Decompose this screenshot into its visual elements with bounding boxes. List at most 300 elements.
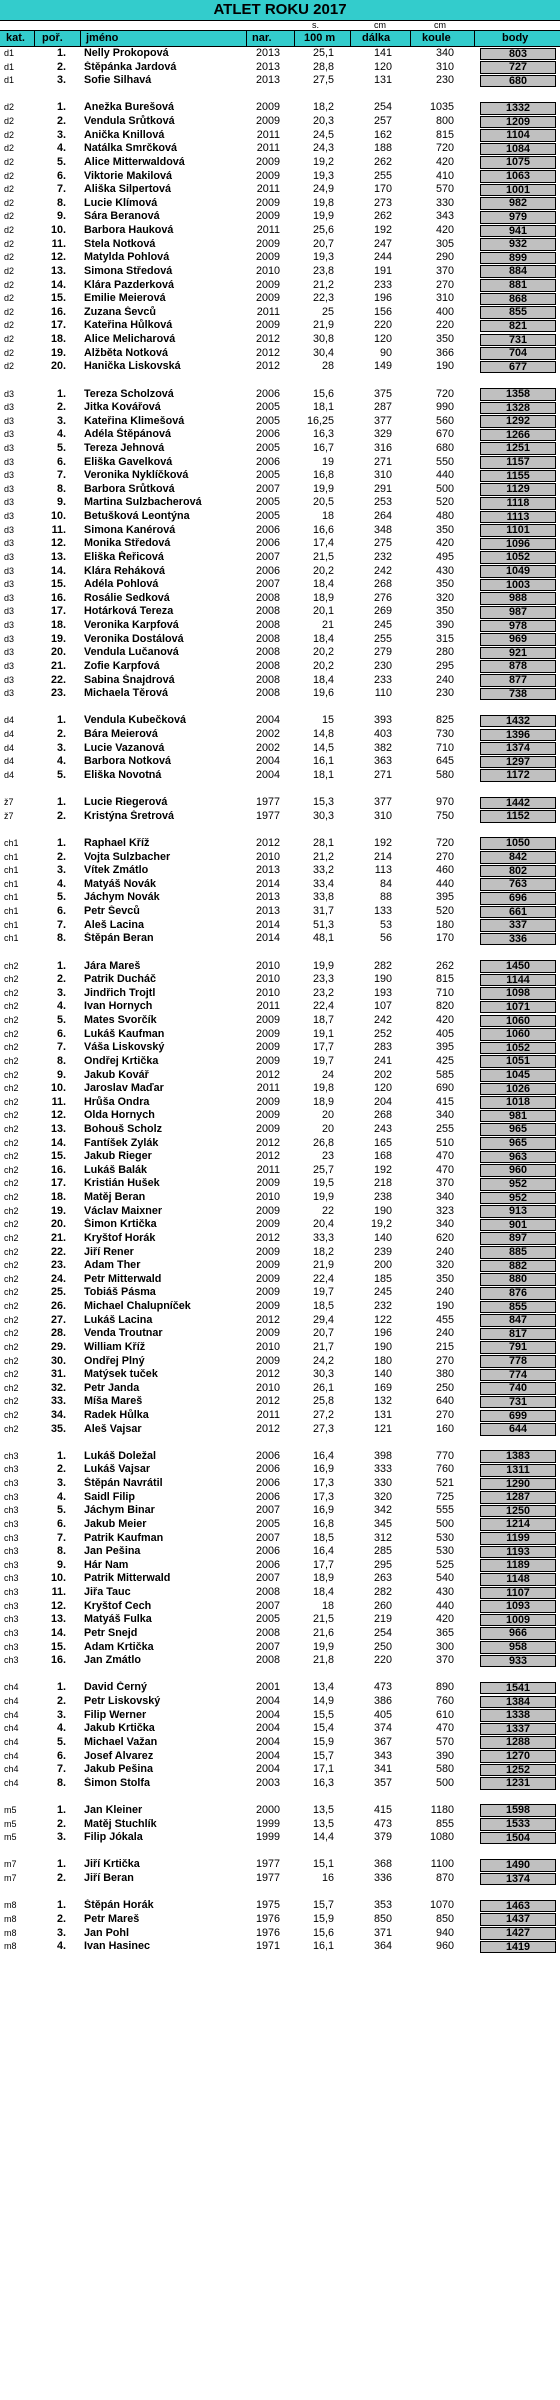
sprint-time: 19,9 bbox=[312, 1191, 334, 1204]
category-cell: d4 bbox=[4, 729, 15, 739]
category-cell: d3 bbox=[4, 633, 15, 644]
sprint-time: 15,9 bbox=[312, 1912, 334, 1925]
points-badge: 932 bbox=[480, 238, 556, 251]
rank-cell: 27. bbox=[50, 1313, 66, 1326]
rank-cell: 10. bbox=[50, 1572, 66, 1585]
sprint-time: 22,3 bbox=[312, 292, 334, 305]
rank-cell: 12. bbox=[50, 1599, 66, 1612]
table-row bbox=[0, 1368, 560, 1382]
sprint-time: 33,4 bbox=[312, 877, 334, 890]
birth-year: 2005 bbox=[255, 414, 280, 427]
category-cell: ch2 bbox=[4, 1301, 19, 1312]
shot-put: 343 bbox=[435, 210, 454, 223]
birth-year: 2005 bbox=[255, 510, 280, 523]
category-cell: m7 bbox=[4, 1873, 17, 1884]
birth-year: 2009 bbox=[255, 210, 280, 223]
rank-cell: 1. bbox=[56, 959, 66, 972]
header-poradi: poř. bbox=[42, 32, 63, 44]
points-badge: 979 bbox=[480, 211, 556, 224]
birth-year: 2006 bbox=[255, 1490, 280, 1503]
long-jump: 254 bbox=[373, 101, 392, 114]
rank-cell: 1. bbox=[56, 1449, 66, 1462]
athlete-name: Vendula Srůtková bbox=[84, 115, 175, 128]
category-cell: d4 bbox=[4, 715, 15, 726]
sprint-time: 16,8 bbox=[312, 469, 334, 482]
sprint-time: 19,3 bbox=[312, 169, 334, 182]
sprint-time: 19,8 bbox=[312, 196, 334, 209]
rank-cell: 4. bbox=[56, 755, 66, 768]
shot-put: 480 bbox=[435, 510, 454, 523]
table-row bbox=[0, 524, 560, 538]
athlete-name: Jiřa Tauc bbox=[84, 1586, 131, 1599]
rank-cell: 5. bbox=[56, 155, 66, 168]
category-cell: ch2 bbox=[4, 1069, 19, 1080]
shot-put: 645 bbox=[435, 755, 454, 768]
athlete-name: Veronika Dostálová bbox=[84, 632, 184, 645]
sprint-time: 22 bbox=[321, 1204, 334, 1217]
sprint-time: 19,8 bbox=[312, 1082, 334, 1095]
birth-year: 2004 bbox=[255, 1749, 280, 1762]
rank-cell: 18. bbox=[50, 619, 66, 632]
long-jump: 202 bbox=[373, 1068, 392, 1081]
rank-cell: 34. bbox=[50, 1409, 66, 1421]
long-jump: 473 bbox=[373, 1817, 392, 1830]
athlete-name: Michaela Těrová bbox=[84, 687, 169, 700]
shot-put: 540 bbox=[435, 1572, 454, 1585]
birth-year: 2006 bbox=[255, 1463, 280, 1476]
sprint-time: 19,9 bbox=[312, 210, 334, 223]
athlete-name: Alice Mitterwaldová bbox=[84, 155, 185, 168]
category-cell: ch2 bbox=[4, 1151, 19, 1162]
athlete-name: Josef Alvarez bbox=[84, 1749, 154, 1762]
table-row bbox=[0, 1477, 560, 1491]
shot-put: 170 bbox=[435, 932, 454, 945]
sprint-time: 18 bbox=[321, 1599, 334, 1612]
rank-cell: 8. bbox=[56, 196, 66, 209]
long-jump: 53 bbox=[379, 918, 392, 931]
long-jump: 382 bbox=[373, 741, 392, 754]
sprint-time: 18,4 bbox=[312, 632, 334, 645]
long-jump: 238 bbox=[373, 1191, 392, 1204]
long-jump: 291 bbox=[373, 482, 392, 495]
points-badge: 1541 bbox=[480, 1682, 556, 1695]
category-cell: d2 bbox=[4, 361, 15, 372]
rank-cell: 4. bbox=[56, 1490, 66, 1503]
table-row bbox=[0, 1382, 560, 1396]
athlete-name: Zuzana Ševců bbox=[84, 305, 157, 318]
birth-year: 2009 bbox=[255, 1259, 280, 1272]
table-row bbox=[0, 660, 560, 674]
sprint-time: 20,3 bbox=[312, 115, 334, 128]
sprint-time: 48,1 bbox=[312, 932, 334, 945]
long-jump: 279 bbox=[373, 646, 392, 659]
points-badge: 677 bbox=[480, 361, 556, 374]
category-cell: d3 bbox=[4, 456, 15, 467]
birth-year: 2002 bbox=[255, 728, 280, 740]
points-badge: 1337 bbox=[480, 1723, 556, 1736]
birth-year: 2009 bbox=[255, 278, 280, 291]
long-jump: 343 bbox=[373, 1749, 392, 1762]
rank-cell: 16. bbox=[50, 1163, 66, 1176]
shot-put: 230 bbox=[435, 687, 454, 700]
table-row bbox=[0, 1191, 560, 1205]
rank-cell: 2. bbox=[56, 401, 66, 414]
athlete-name: Jiří Krtička bbox=[84, 1858, 140, 1871]
sprint-time: 15,3 bbox=[312, 796, 334, 809]
birth-year: 2013 bbox=[255, 891, 280, 904]
points-badge: 704 bbox=[480, 347, 556, 360]
points-badge: 1063 bbox=[480, 170, 556, 183]
rank-cell: 12. bbox=[50, 537, 66, 550]
rank-cell: 2. bbox=[56, 1912, 66, 1925]
athlete-name: Jakub Meier bbox=[84, 1517, 147, 1530]
birth-year: 2007 bbox=[255, 1572, 280, 1585]
athlete-name: Simona Kanérová bbox=[84, 523, 176, 536]
points-badge: 1598 bbox=[480, 1804, 556, 1817]
athlete-name: Sofie Silhavá bbox=[84, 74, 152, 87]
sprint-time: 19,7 bbox=[312, 1286, 334, 1299]
category-cell: ch3 bbox=[4, 1478, 19, 1489]
birth-year: 2012 bbox=[255, 346, 280, 359]
rank-cell: 7. bbox=[56, 1531, 66, 1544]
shot-put: 720 bbox=[435, 836, 454, 849]
category-cell: ch2 bbox=[4, 1205, 19, 1216]
table-row bbox=[0, 1355, 560, 1369]
points-badge: 1252 bbox=[480, 1764, 556, 1777]
birth-year: 1975 bbox=[255, 1899, 280, 1912]
header-narozeni: nar. bbox=[252, 32, 272, 44]
table-row bbox=[0, 360, 560, 374]
category-cell: ch1 bbox=[4, 906, 19, 917]
rank-cell: 17. bbox=[50, 319, 66, 332]
table-row bbox=[0, 796, 560, 810]
points-badge: 661 bbox=[480, 906, 556, 919]
athlete-name: Filip Jókala bbox=[84, 1831, 143, 1844]
shot-put: 815 bbox=[435, 973, 454, 986]
shot-put: 180 bbox=[435, 918, 454, 931]
sprint-time: 18,7 bbox=[312, 1014, 334, 1027]
rank-cell: 7. bbox=[56, 183, 66, 196]
long-jump: 244 bbox=[373, 251, 392, 264]
long-jump: 473 bbox=[373, 1681, 392, 1694]
sprint-time: 21,6 bbox=[312, 1626, 334, 1639]
shot-put: 800 bbox=[435, 115, 454, 128]
rank-cell: 8. bbox=[56, 1545, 66, 1558]
long-jump: 263 bbox=[373, 1572, 392, 1585]
shot-put: 295 bbox=[435, 659, 454, 672]
sprint-time: 23,2 bbox=[312, 986, 334, 999]
birth-year: 2011 bbox=[256, 183, 280, 196]
table-row bbox=[0, 674, 560, 688]
category-cell: d3 bbox=[4, 470, 15, 481]
long-jump: 377 bbox=[373, 796, 392, 809]
shot-put: 470 bbox=[435, 1163, 454, 1176]
table-row bbox=[0, 891, 560, 905]
rank-cell: 9. bbox=[56, 210, 66, 223]
long-jump: 255 bbox=[373, 632, 392, 645]
table-row bbox=[0, 197, 560, 211]
sprint-time: 20,1 bbox=[312, 605, 334, 618]
category-cell: ch2 bbox=[4, 1083, 19, 1094]
rank-cell: 3. bbox=[56, 414, 66, 427]
birth-year: 2013 bbox=[255, 905, 280, 918]
category-cell: d2 bbox=[4, 197, 15, 208]
table-row bbox=[0, 292, 560, 306]
long-jump: 253 bbox=[373, 496, 392, 509]
table-row bbox=[0, 1913, 560, 1927]
athlete-name: Ališka Silpertová bbox=[84, 183, 172, 196]
rank-cell: 9. bbox=[56, 1558, 66, 1571]
shot-put: 240 bbox=[435, 1245, 454, 1258]
shot-put: 1180 bbox=[430, 1803, 454, 1816]
athlete-name: Eliška Řeřicová bbox=[84, 550, 164, 563]
shot-put: 530 bbox=[435, 1545, 454, 1558]
long-jump: 283 bbox=[373, 1041, 392, 1054]
sprint-time: 28 bbox=[321, 360, 334, 373]
birth-year: 2009 bbox=[255, 1027, 280, 1040]
athlete-name: Eliška Gavelková bbox=[84, 455, 173, 468]
shot-put: 500 bbox=[435, 1517, 454, 1530]
rank-cell: 10. bbox=[50, 1082, 66, 1095]
shot-put: 520 bbox=[435, 905, 454, 918]
points-badge: 880 bbox=[480, 1273, 556, 1286]
category-cell: ch2 bbox=[4, 1396, 19, 1407]
table-row bbox=[0, 442, 560, 456]
birth-year: 2009 bbox=[255, 1327, 280, 1340]
birth-year: 2004 bbox=[255, 1763, 280, 1776]
points-badge: 1104 bbox=[480, 129, 556, 142]
category-cell: ch2 bbox=[4, 1287, 19, 1298]
rank-cell: 4. bbox=[56, 1000, 66, 1013]
sprint-time: 33,2 bbox=[312, 864, 334, 877]
rank-cell: 2. bbox=[56, 728, 66, 740]
athlete-name: Saidl Filip bbox=[84, 1490, 135, 1503]
rank-cell: 15. bbox=[50, 292, 66, 305]
birth-year: 2010 bbox=[255, 1191, 280, 1204]
category-cell: d3 bbox=[4, 402, 15, 413]
points-badge: 1051 bbox=[480, 1055, 556, 1068]
sprint-time: 29,4 bbox=[312, 1313, 334, 1326]
long-jump: 190 bbox=[373, 1340, 392, 1353]
sprint-time: 15,4 bbox=[312, 1722, 334, 1735]
table-row bbox=[0, 1109, 560, 1123]
athlete-name: Klára Reháková bbox=[84, 564, 166, 577]
rank-cell: 15. bbox=[50, 578, 66, 591]
long-jump: 196 bbox=[373, 292, 392, 305]
sprint-time: 51,3 bbox=[312, 918, 334, 931]
category-cell: ch2 bbox=[4, 987, 19, 998]
category-cell: d2 bbox=[4, 102, 15, 113]
table-row bbox=[0, 1804, 560, 1818]
shot-put: 425 bbox=[435, 1054, 454, 1067]
athlete-name: Bára Meierová bbox=[84, 728, 158, 740]
long-jump: 122 bbox=[373, 1313, 392, 1326]
table-row bbox=[0, 61, 560, 75]
points-badge: 1427 bbox=[480, 1927, 556, 1940]
category-cell: d3 bbox=[4, 415, 15, 426]
sprint-time: 16,8 bbox=[312, 1517, 334, 1530]
birth-year: 2002 bbox=[255, 741, 280, 754]
rank-cell: 6. bbox=[56, 905, 66, 918]
long-jump: 188 bbox=[373, 142, 392, 155]
birth-year: 2011 bbox=[256, 1163, 280, 1176]
category-cell: d2 bbox=[4, 156, 15, 167]
sprint-time: 23 bbox=[321, 1150, 334, 1163]
long-jump: 345 bbox=[373, 1517, 392, 1530]
long-jump: 141 bbox=[373, 47, 392, 59]
points-badge: 1437 bbox=[480, 1913, 556, 1926]
shot-put: 440 bbox=[435, 1599, 454, 1612]
category-cell: d3 bbox=[4, 524, 15, 535]
athlete-name: Klára Pazderková bbox=[84, 278, 175, 291]
sprint-time: 18,4 bbox=[312, 578, 334, 591]
table-row bbox=[0, 878, 560, 892]
long-jump: 271 bbox=[373, 455, 392, 468]
table-row bbox=[0, 1518, 560, 1532]
category-cell: d2 bbox=[4, 129, 15, 140]
birth-year: 2009 bbox=[255, 237, 280, 250]
category-cell: m5 bbox=[4, 1818, 17, 1829]
shot-put: 420 bbox=[435, 1613, 454, 1626]
category-cell: ch1 bbox=[4, 919, 19, 930]
long-jump: 363 bbox=[373, 755, 392, 768]
rank-cell: 3. bbox=[56, 864, 66, 877]
long-jump: 84 bbox=[379, 877, 392, 890]
athlete-name: Jan Pohl bbox=[84, 1926, 129, 1939]
category-cell: m8 bbox=[4, 1941, 17, 1952]
rank-cell: 5. bbox=[56, 1504, 66, 1517]
sprint-time: 14,8 bbox=[312, 728, 334, 740]
sprint-time: 24,2 bbox=[312, 1354, 334, 1367]
rank-cell: 4. bbox=[56, 428, 66, 441]
rank-cell: 8. bbox=[56, 1776, 66, 1789]
athlete-name: Venda Troutnar bbox=[84, 1327, 163, 1340]
birth-year: 2006 bbox=[255, 428, 280, 441]
points-badge: 1332 bbox=[480, 102, 556, 115]
unit-cm-dalka: cm bbox=[374, 20, 386, 30]
rank-cell: 13. bbox=[50, 1613, 66, 1626]
table-row bbox=[0, 1681, 560, 1695]
sprint-time: 24,9 bbox=[312, 183, 334, 196]
rank-cell: 6. bbox=[56, 455, 66, 468]
category-cell: d4 bbox=[4, 769, 15, 780]
athlete-name: Hár Nam bbox=[84, 1558, 129, 1571]
rank-cell: 6. bbox=[56, 1027, 66, 1040]
shot-put: 390 bbox=[435, 619, 454, 632]
sprint-time: 18,4 bbox=[312, 673, 334, 686]
athlete-name: Patrik Kaufman bbox=[84, 1531, 164, 1544]
table-row bbox=[0, 1641, 560, 1655]
sprint-time: 16,9 bbox=[312, 1504, 334, 1517]
birth-year: 2013 bbox=[255, 864, 280, 877]
category-cell: d2 bbox=[4, 279, 15, 290]
birth-year: 2012 bbox=[255, 1231, 280, 1244]
sprint-time: 18,1 bbox=[312, 768, 334, 781]
shot-put: 560 bbox=[435, 414, 454, 427]
long-jump: 191 bbox=[373, 264, 392, 277]
table-row bbox=[0, 156, 560, 170]
long-jump: 245 bbox=[373, 1286, 392, 1299]
category-cell: ch1 bbox=[4, 892, 19, 903]
shot-put: 320 bbox=[435, 1259, 454, 1272]
long-jump: 336 bbox=[373, 1872, 392, 1885]
category-cell: d3 bbox=[4, 660, 15, 671]
rank-cell: 5. bbox=[56, 891, 66, 904]
birth-year: 2009 bbox=[255, 101, 280, 114]
long-jump: 386 bbox=[373, 1695, 392, 1708]
long-jump: 269 bbox=[373, 605, 392, 618]
long-jump: 19,2 bbox=[370, 1218, 392, 1231]
points-badge: 727 bbox=[480, 61, 556, 74]
table-row bbox=[0, 742, 560, 756]
shot-put: 620 bbox=[435, 1231, 454, 1244]
category-cell: d3 bbox=[4, 674, 15, 685]
rank-cell: 4. bbox=[56, 1940, 66, 1953]
birth-year: 2005 bbox=[255, 441, 280, 454]
rank-cell: 3. bbox=[56, 1708, 66, 1721]
long-jump: 170 bbox=[373, 183, 392, 196]
rank-cell: 2. bbox=[56, 1872, 66, 1885]
table-row bbox=[0, 1545, 560, 1559]
points-badge: 1358 bbox=[480, 388, 556, 401]
shot-put: 530 bbox=[435, 1531, 454, 1544]
shot-put: 1080 bbox=[429, 1831, 454, 1844]
athlete-name: Lucie Vazanová bbox=[84, 741, 165, 754]
athlete-name: Vítek Zmátlo bbox=[84, 864, 149, 877]
athlete-name: Adéla Pohlová bbox=[84, 578, 159, 591]
rank-cell: 32. bbox=[50, 1381, 66, 1394]
sprint-time: 15 bbox=[321, 714, 334, 727]
shot-put: 255 bbox=[435, 1122, 454, 1135]
points-badge: 876 bbox=[480, 1287, 556, 1300]
points-badge: 982 bbox=[480, 197, 556, 210]
long-jump: 312 bbox=[373, 1531, 392, 1544]
sprint-time: 14,5 bbox=[312, 741, 334, 754]
shot-put: 670 bbox=[435, 428, 454, 441]
category-cell: ch4 bbox=[4, 1696, 19, 1707]
table-row bbox=[0, 551, 560, 565]
long-jump: 850 bbox=[373, 1912, 392, 1925]
category-cell: ch2 bbox=[4, 1219, 19, 1230]
sprint-time: 27,5 bbox=[312, 74, 334, 87]
rank-cell: 24. bbox=[50, 1272, 66, 1285]
rank-cell: 6. bbox=[56, 169, 66, 182]
points-badge: 1118 bbox=[480, 497, 556, 510]
sprint-time: 17,4 bbox=[312, 537, 334, 550]
points-badge: 680 bbox=[480, 75, 556, 88]
sprint-time: 25,8 bbox=[312, 1395, 334, 1408]
sprint-time: 14,4 bbox=[312, 1831, 334, 1844]
sprint-time: 16,9 bbox=[312, 1463, 334, 1476]
shot-put: 510 bbox=[435, 1136, 454, 1149]
category-cell: ch3 bbox=[4, 1491, 19, 1502]
sprint-time: 15,6 bbox=[312, 387, 334, 400]
birth-year: 1971 bbox=[255, 1940, 280, 1953]
shot-put: 420 bbox=[435, 537, 454, 550]
long-jump: 120 bbox=[373, 60, 392, 73]
sprint-time: 24 bbox=[321, 1068, 334, 1081]
points-badge: 1144 bbox=[480, 974, 556, 987]
rank-cell: 30. bbox=[50, 1354, 66, 1367]
birth-year: 2006 bbox=[255, 1449, 280, 1462]
sprint-time: 16,4 bbox=[312, 1449, 334, 1462]
table-row bbox=[0, 1014, 560, 1028]
points-badge: 336 bbox=[480, 933, 556, 946]
long-jump: 271 bbox=[373, 768, 392, 781]
long-jump: 257 bbox=[373, 115, 392, 128]
long-jump: 113 bbox=[374, 864, 392, 877]
points-badge: 1463 bbox=[480, 1900, 556, 1913]
